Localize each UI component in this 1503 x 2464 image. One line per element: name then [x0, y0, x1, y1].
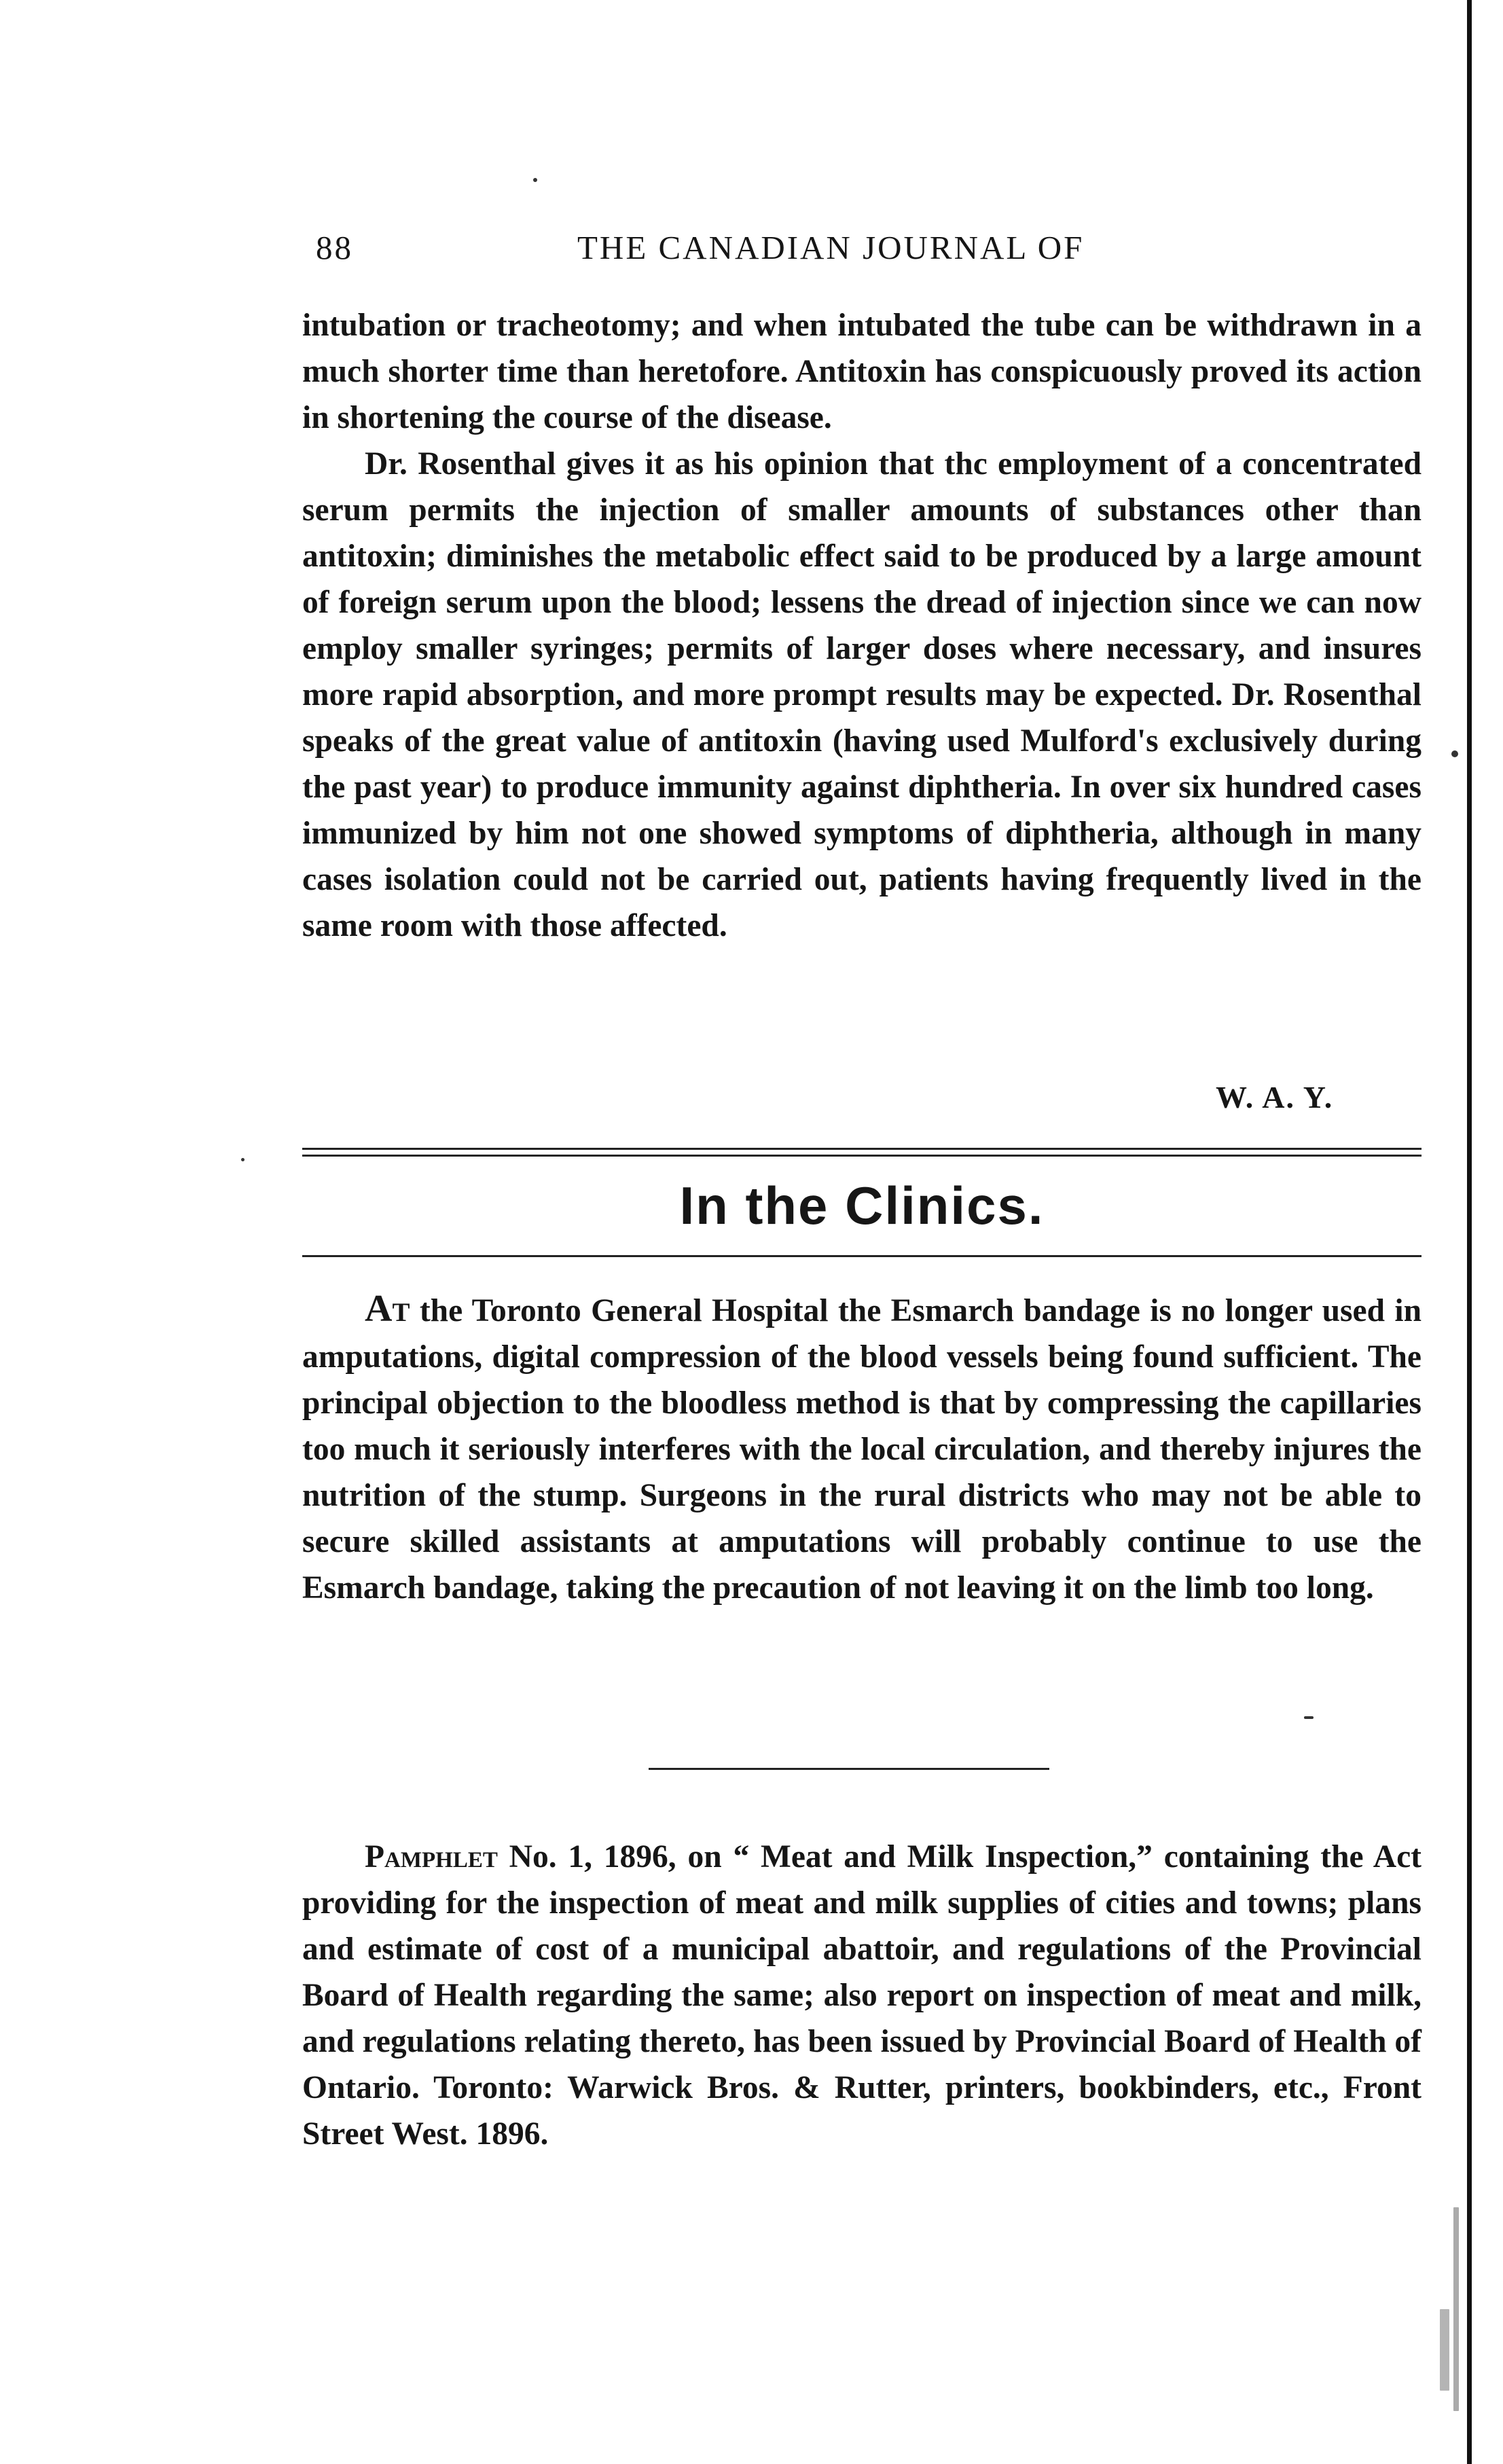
section-heading: In the Clinics.: [679, 1176, 1045, 1235]
clinic-note: [302, 1286, 1421, 1611]
double-rule-top: [302, 1148, 1421, 1150]
double-rule-bottom: [302, 1155, 1421, 1157]
edge-speck: [1453, 2207, 1459, 2411]
page-number: 88: [316, 229, 353, 266]
stray-mark: [1304, 1716, 1314, 1719]
journal-title: THE CANADIAN JOURNAL OF: [577, 229, 1085, 266]
paragraph: [302, 1286, 1421, 1611]
short-rule: [649, 1768, 1049, 1770]
pamphlet-note: [302, 1834, 1421, 2157]
lead-word: At: [365, 1288, 410, 1330]
paragraph-body: the Toronto General Hospital the Esmarch bandage is no longer used in amputations, digital compression of the blood vessels being found sufficient. The principal objection to the bloodless method is that by compressing the capillaries too much it seriously interferes with the local circulation, and thereby injures the nutrition of the stump. Surgeons in the rural districts who may not be able to secure skilled assistants at amputations will probably continue to use the Esmarch bandage, taking the precaution of not leaving it on the limb too long.: [302, 1293, 1421, 1606]
paragraph: intubation or tracheotomy; and when intubated the tube can be withdrawn in a much shorter time than heretofore. Antitoxin has conspicuously proved its action in shortening the course of the disease.: [302, 308, 1421, 435]
stray-mark: [533, 178, 537, 182]
section-rule: [302, 1255, 1421, 1257]
stray-mark: [1451, 750, 1458, 757]
paragraph: [302, 1834, 1421, 2157]
article-continuation: [302, 302, 1421, 949]
lead-word: Pamphlet: [365, 1839, 498, 1874]
running-header: [316, 216, 1430, 270]
page-edge-shadow: [1467, 0, 1472, 2464]
author-initials: W. A. Y.: [1216, 1080, 1334, 1115]
stray-mark: [241, 1158, 245, 1161]
edge-speck: [1440, 2309, 1449, 2391]
paragraph: Dr. Rosenthal gives it as his opinion that thc employment of a concentrated serum permits the injection of smaller amounts of substances other than antitoxin; diminishes the metabolic effect said to be produced by a large amount of foreign serum upon the blood; lessens the dread of injection since we can now employ smaller syringes; permits of larger doses where necessary, and insures more rapid absorption, and more prompt results may be expected. Dr. Rosenthal speaks of the great value of antitoxin (having used Mulford's exclusively during the past year) to produce immunity against diphtheria. In over six hundred cases immunized by him not one showed symptoms of diphtheria, although in many cases isolation could not be carried out, patients having frequently lived in the same room with those affected.: [302, 446, 1421, 943]
paragraph-body: No. 1, 1896, on “ Meat and Milk Inspection,” containing the Act providing for the inspection of meat and milk supplies of cities and towns; plans and estimate of cost of a municipal abattoir, and regulations of the Provincial Board of Health regarding the same; also report on inspection of meat and milk, and regulations relating thereto, has been issued by Provincial Board of Health of Ontario. Toronto: Warwick Bros. & Rutter, printers, bookbinders, etc., Front Street West. 1896.: [302, 1839, 1421, 2152]
